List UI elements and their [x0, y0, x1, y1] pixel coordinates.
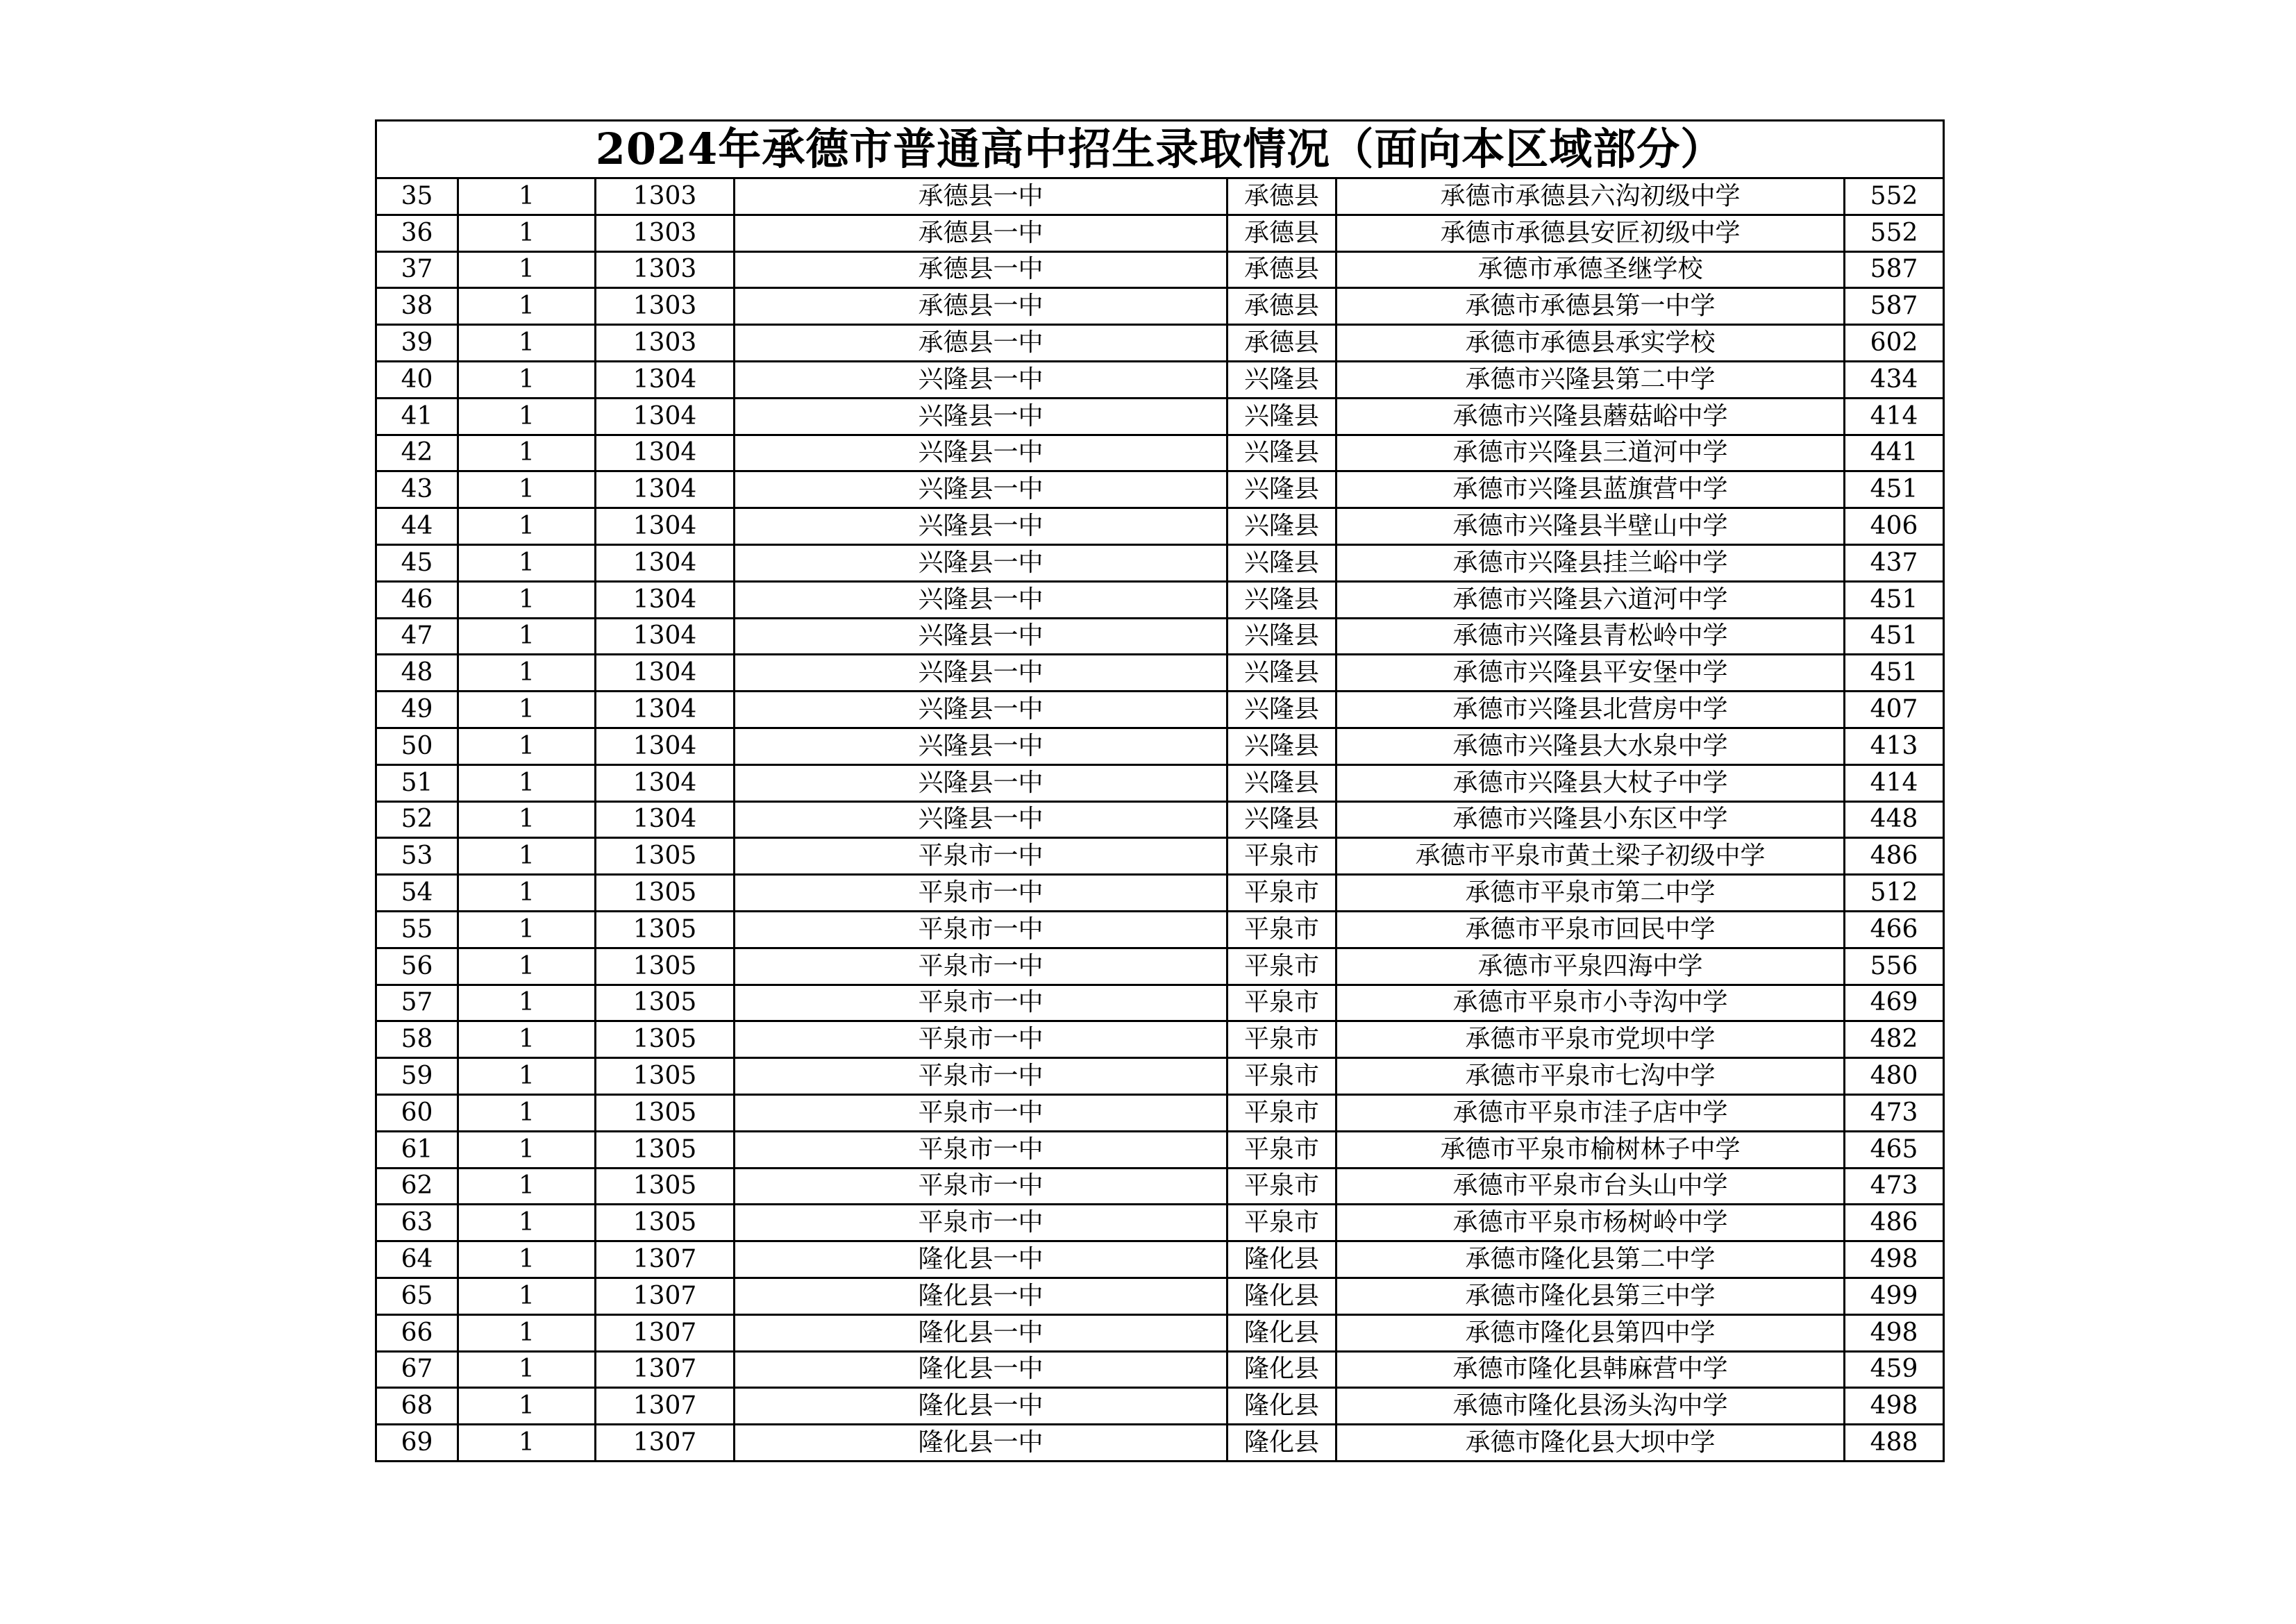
junior-school-cell: 承德市平泉市黄土梁子初级中学: [1336, 838, 1845, 875]
seq-cell: 46: [376, 581, 458, 618]
school-name-cell: 平泉市一中: [735, 1058, 1227, 1095]
batch-cell: 1: [458, 1205, 596, 1241]
seq-cell: 35: [376, 178, 458, 215]
table-row: [376, 1388, 1944, 1425]
seq-cell: 51: [376, 764, 458, 801]
score-cell: 486: [1845, 1205, 1944, 1241]
school-name-cell: 兴隆县一中: [735, 618, 1227, 655]
batch-cell: 1: [458, 1021, 596, 1058]
junior-school-cell: 承德市隆化县韩麻营中学: [1336, 1351, 1845, 1388]
table-row: [376, 1278, 1944, 1314]
batch-cell: 1: [458, 618, 596, 655]
junior-school-cell: 承德市平泉市杨树岭中学: [1336, 1205, 1845, 1241]
admission-table: [375, 119, 1945, 1462]
score-cell: 498: [1845, 1314, 1944, 1351]
district-cell: 兴隆县: [1227, 581, 1336, 618]
score-cell: 407: [1845, 692, 1944, 728]
school-code-cell: 1303: [596, 215, 735, 251]
school-name-cell: 平泉市一中: [735, 1131, 1227, 1168]
school-name-cell: 平泉市一中: [735, 875, 1227, 912]
table-row: [376, 764, 1944, 801]
score-cell: 552: [1845, 215, 1944, 251]
batch-cell: 1: [458, 288, 596, 325]
junior-school-cell: 承德市平泉四海中学: [1336, 948, 1845, 985]
district-cell: 兴隆县: [1227, 728, 1336, 764]
batch-cell: 1: [458, 251, 596, 288]
school-code-cell: 1307: [596, 1278, 735, 1314]
score-cell: 406: [1845, 508, 1944, 545]
junior-school-cell: 承德市兴隆县挂兰峪中学: [1336, 544, 1845, 581]
table-row: [376, 985, 1944, 1021]
score-cell: 473: [1845, 1094, 1944, 1131]
district-cell: 兴隆县: [1227, 692, 1336, 728]
score-cell: 556: [1845, 948, 1944, 985]
school-name-cell: 兴隆县一中: [735, 544, 1227, 581]
junior-school-cell: 承德市承德圣继学校: [1336, 251, 1845, 288]
table-row: [376, 1425, 1944, 1462]
seq-cell: 56: [376, 948, 458, 985]
school-name-cell: 隆化县一中: [735, 1278, 1227, 1314]
junior-school-cell: 承德市隆化县大坝中学: [1336, 1425, 1845, 1462]
junior-school-cell: 承德市隆化县第四中学: [1336, 1314, 1845, 1351]
junior-school-cell: 承德市兴隆县大杖子中学: [1336, 764, 1845, 801]
score-cell: 499: [1845, 1278, 1944, 1314]
school-code-cell: 1304: [596, 581, 735, 618]
school-code-cell: 1305: [596, 1205, 735, 1241]
batch-cell: 1: [458, 508, 596, 545]
score-cell: 466: [1845, 911, 1944, 948]
school-code-cell: 1303: [596, 178, 735, 215]
score-cell: 602: [1845, 325, 1944, 362]
table-row: [376, 838, 1944, 875]
batch-cell: 1: [458, 875, 596, 912]
seq-cell: 63: [376, 1205, 458, 1241]
table-row: [376, 875, 1944, 912]
school-name-cell: 兴隆县一中: [735, 435, 1227, 471]
school-code-cell: 1303: [596, 251, 735, 288]
score-cell: 480: [1845, 1058, 1944, 1095]
junior-school-cell: 承德市隆化县汤头沟中学: [1336, 1388, 1845, 1425]
batch-cell: 1: [458, 838, 596, 875]
seq-cell: 41: [376, 398, 458, 435]
seq-cell: 61: [376, 1131, 458, 1168]
school-code-cell: 1304: [596, 728, 735, 764]
seq-cell: 49: [376, 692, 458, 728]
junior-school-cell: 承德市兴隆县蓝旗营中学: [1336, 471, 1845, 508]
school-name-cell: 隆化县一中: [735, 1241, 1227, 1278]
table-row: [376, 251, 1944, 288]
school-name-cell: 兴隆县一中: [735, 581, 1227, 618]
school-name-cell: 隆化县一中: [735, 1425, 1227, 1462]
school-code-cell: 1307: [596, 1351, 735, 1388]
seq-cell: 44: [376, 508, 458, 545]
batch-cell: 1: [458, 1168, 596, 1205]
district-cell: 平泉市: [1227, 1021, 1336, 1058]
school-name-cell: 承德县一中: [735, 251, 1227, 288]
seq-cell: 57: [376, 985, 458, 1021]
school-name-cell: 平泉市一中: [735, 838, 1227, 875]
school-code-cell: 1304: [596, 692, 735, 728]
seq-cell: 68: [376, 1388, 458, 1425]
district-cell: 兴隆县: [1227, 764, 1336, 801]
score-cell: 482: [1845, 1021, 1944, 1058]
school-code-cell: 1305: [596, 948, 735, 985]
table-row: [376, 544, 1944, 581]
junior-school-cell: 承德市平泉市榆树林子中学: [1336, 1131, 1845, 1168]
school-name-cell: 平泉市一中: [735, 948, 1227, 985]
district-cell: 兴隆县: [1227, 435, 1336, 471]
table-row: [376, 692, 1944, 728]
junior-school-cell: 承德市兴隆县平安堡中学: [1336, 655, 1845, 692]
seq-cell: 67: [376, 1351, 458, 1388]
seq-cell: 50: [376, 728, 458, 764]
junior-school-cell: 承德市兴隆县北营房中学: [1336, 692, 1845, 728]
district-cell: 兴隆县: [1227, 471, 1336, 508]
school-code-cell: 1307: [596, 1241, 735, 1278]
school-name-cell: 兴隆县一中: [735, 764, 1227, 801]
table-row: [376, 1314, 1944, 1351]
junior-school-cell: 承德市兴隆县青松岭中学: [1336, 618, 1845, 655]
batch-cell: 1: [458, 764, 596, 801]
district-cell: 兴隆县: [1227, 618, 1336, 655]
seq-cell: 48: [376, 655, 458, 692]
score-cell: 469: [1845, 985, 1944, 1021]
table-body: [376, 178, 1944, 1462]
table-row: [376, 948, 1944, 985]
score-cell: 451: [1845, 655, 1944, 692]
school-code-cell: 1305: [596, 1131, 735, 1168]
batch-cell: 1: [458, 1131, 596, 1168]
junior-school-cell: 承德市兴隆县半壁山中学: [1336, 508, 1845, 545]
school-name-cell: 平泉市一中: [735, 985, 1227, 1021]
score-cell: 413: [1845, 728, 1944, 764]
school-name-cell: 平泉市一中: [735, 911, 1227, 948]
school-name-cell: 兴隆县一中: [735, 398, 1227, 435]
table-row: [376, 361, 1944, 398]
score-cell: 486: [1845, 838, 1944, 875]
school-name-cell: 兴隆县一中: [735, 508, 1227, 545]
batch-cell: 1: [458, 692, 596, 728]
district-cell: 兴隆县: [1227, 508, 1336, 545]
district-cell: 隆化县: [1227, 1241, 1336, 1278]
batch-cell: 1: [458, 1278, 596, 1314]
table-row: [376, 325, 1944, 362]
junior-school-cell: 承德市平泉市洼子店中学: [1336, 1094, 1845, 1131]
school-code-cell: 1307: [596, 1425, 735, 1462]
batch-cell: 1: [458, 325, 596, 362]
seq-cell: 58: [376, 1021, 458, 1058]
seq-cell: 65: [376, 1278, 458, 1314]
table-title: 2024年承德市普通高中招生录取情况（面向本区域部分）: [376, 121, 1944, 178]
score-cell: 448: [1845, 801, 1944, 838]
batch-cell: 1: [458, 178, 596, 215]
junior-school-cell: 承德市兴隆县小东区中学: [1336, 801, 1845, 838]
junior-school-cell: 承德市承德县承实学校: [1336, 325, 1845, 362]
score-cell: 498: [1845, 1241, 1944, 1278]
batch-cell: 1: [458, 398, 596, 435]
table-row: [376, 288, 1944, 325]
district-cell: 平泉市: [1227, 1205, 1336, 1241]
score-cell: 434: [1845, 361, 1944, 398]
batch-cell: 1: [458, 948, 596, 985]
junior-school-cell: 承德市平泉市第二中学: [1336, 875, 1845, 912]
table-row: [376, 655, 1944, 692]
district-cell: 兴隆县: [1227, 655, 1336, 692]
score-cell: 465: [1845, 1131, 1944, 1168]
junior-school-cell: 承德市承德县第一中学: [1336, 288, 1845, 325]
score-cell: 451: [1845, 618, 1944, 655]
junior-school-cell: 承德市承德县六沟初级中学: [1336, 178, 1845, 215]
school-code-cell: 1304: [596, 398, 735, 435]
school-name-cell: 承德县一中: [735, 215, 1227, 251]
table-row: [376, 1021, 1944, 1058]
batch-cell: 1: [458, 985, 596, 1021]
seq-cell: 54: [376, 875, 458, 912]
batch-cell: 1: [458, 801, 596, 838]
batch-cell: 1: [458, 1058, 596, 1095]
school-code-cell: 1305: [596, 1168, 735, 1205]
school-code-cell: 1304: [596, 764, 735, 801]
score-cell: 459: [1845, 1351, 1944, 1388]
district-cell: 平泉市: [1227, 948, 1336, 985]
school-code-cell: 1304: [596, 618, 735, 655]
junior-school-cell: 承德市兴隆县大水泉中学: [1336, 728, 1845, 764]
school-code-cell: 1304: [596, 655, 735, 692]
table-row: [376, 1205, 1944, 1241]
school-name-cell: 兴隆县一中: [735, 692, 1227, 728]
seq-cell: 60: [376, 1094, 458, 1131]
junior-school-cell: 承德市平泉市党坝中学: [1336, 1021, 1845, 1058]
table-row: [376, 215, 1944, 251]
school-name-cell: 平泉市一中: [735, 1168, 1227, 1205]
school-code-cell: 1303: [596, 325, 735, 362]
table-row: [376, 508, 1944, 545]
seq-cell: 52: [376, 801, 458, 838]
district-cell: 平泉市: [1227, 1094, 1336, 1131]
district-cell: 平泉市: [1227, 875, 1336, 912]
junior-school-cell: 承德市平泉市小寺沟中学: [1336, 985, 1845, 1021]
score-cell: 488: [1845, 1425, 1944, 1462]
district-cell: 承德县: [1227, 251, 1336, 288]
table-row: [376, 1058, 1944, 1095]
batch-cell: 1: [458, 1425, 596, 1462]
score-cell: 552: [1845, 178, 1944, 215]
school-name-cell: 承德县一中: [735, 325, 1227, 362]
batch-cell: 1: [458, 435, 596, 471]
batch-cell: 1: [458, 361, 596, 398]
score-cell: 414: [1845, 398, 1944, 435]
score-cell: 451: [1845, 581, 1944, 618]
score-cell: 498: [1845, 1388, 1944, 1425]
table-row: [376, 1351, 1944, 1388]
score-cell: 451: [1845, 471, 1944, 508]
batch-cell: 1: [458, 1351, 596, 1388]
table-row: [376, 911, 1944, 948]
district-cell: 兴隆县: [1227, 544, 1336, 581]
junior-school-cell: 承德市兴隆县三道河中学: [1336, 435, 1845, 471]
seq-cell: 59: [376, 1058, 458, 1095]
seq-cell: 37: [376, 251, 458, 288]
district-cell: 兴隆县: [1227, 361, 1336, 398]
seq-cell: 45: [376, 544, 458, 581]
table-row: [376, 1131, 1944, 1168]
seq-cell: 36: [376, 215, 458, 251]
district-cell: 隆化县: [1227, 1278, 1336, 1314]
table-row: [376, 1168, 1944, 1205]
district-cell: 平泉市: [1227, 985, 1336, 1021]
seq-cell: 38: [376, 288, 458, 325]
school-name-cell: 兴隆县一中: [735, 801, 1227, 838]
seq-cell: 42: [376, 435, 458, 471]
school-code-cell: 1305: [596, 875, 735, 912]
district-cell: 隆化县: [1227, 1425, 1336, 1462]
seq-cell: 64: [376, 1241, 458, 1278]
district-cell: 承德县: [1227, 178, 1336, 215]
district-cell: 兴隆县: [1227, 398, 1336, 435]
seq-cell: 39: [376, 325, 458, 362]
batch-cell: 1: [458, 655, 596, 692]
junior-school-cell: 承德市兴隆县蘑菇峪中学: [1336, 398, 1845, 435]
batch-cell: 1: [458, 911, 596, 948]
district-cell: 平泉市: [1227, 1058, 1336, 1095]
seq-cell: 69: [376, 1425, 458, 1462]
score-cell: 437: [1845, 544, 1944, 581]
school-name-cell: 兴隆县一中: [735, 728, 1227, 764]
school-name-cell: 兴隆县一中: [735, 361, 1227, 398]
school-code-cell: 1304: [596, 361, 735, 398]
school-name-cell: 兴隆县一中: [735, 655, 1227, 692]
district-cell: 承德县: [1227, 288, 1336, 325]
junior-school-cell: 承德市隆化县第二中学: [1336, 1241, 1845, 1278]
school-name-cell: 平泉市一中: [735, 1021, 1227, 1058]
score-cell: 414: [1845, 764, 1944, 801]
school-code-cell: 1303: [596, 288, 735, 325]
school-name-cell: 兴隆县一中: [735, 471, 1227, 508]
district-cell: 平泉市: [1227, 1168, 1336, 1205]
batch-cell: 1: [458, 471, 596, 508]
school-code-cell: 1305: [596, 985, 735, 1021]
junior-school-cell: 承德市隆化县第三中学: [1336, 1278, 1845, 1314]
score-cell: 473: [1845, 1168, 1944, 1205]
district-cell: 承德县: [1227, 215, 1336, 251]
batch-cell: 1: [458, 1094, 596, 1131]
district-cell: 平泉市: [1227, 911, 1336, 948]
table-row: [376, 398, 1944, 435]
district-cell: 平泉市: [1227, 1131, 1336, 1168]
seq-cell: 66: [376, 1314, 458, 1351]
batch-cell: 1: [458, 215, 596, 251]
batch-cell: 1: [458, 544, 596, 581]
school-name-cell: 平泉市一中: [735, 1094, 1227, 1131]
school-name-cell: 隆化县一中: [735, 1351, 1227, 1388]
district-cell: 承德县: [1227, 325, 1336, 362]
score-cell: 587: [1845, 251, 1944, 288]
score-cell: 441: [1845, 435, 1944, 471]
seq-cell: 47: [376, 618, 458, 655]
seq-cell: 55: [376, 911, 458, 948]
batch-cell: 1: [458, 1241, 596, 1278]
school-code-cell: 1307: [596, 1388, 735, 1425]
school-name-cell: 平泉市一中: [735, 1205, 1227, 1241]
school-name-cell: 承德县一中: [735, 288, 1227, 325]
seq-cell: 40: [376, 361, 458, 398]
seq-cell: 62: [376, 1168, 458, 1205]
district-cell: 隆化县: [1227, 1314, 1336, 1351]
junior-school-cell: 承德市承德县安匠初级中学: [1336, 215, 1845, 251]
title-row: [376, 121, 1944, 178]
district-cell: 兴隆县: [1227, 801, 1336, 838]
district-cell: 平泉市: [1227, 838, 1336, 875]
school-code-cell: 1305: [596, 838, 735, 875]
table-row: [376, 618, 1944, 655]
district-cell: 隆化县: [1227, 1388, 1336, 1425]
school-name-cell: 隆化县一中: [735, 1388, 1227, 1425]
school-code-cell: 1304: [596, 435, 735, 471]
batch-cell: 1: [458, 728, 596, 764]
school-name-cell: 承德县一中: [735, 178, 1227, 215]
school-code-cell: 1305: [596, 1058, 735, 1095]
school-code-cell: 1304: [596, 801, 735, 838]
junior-school-cell: 承德市兴隆县六道河中学: [1336, 581, 1845, 618]
junior-school-cell: 承德市平泉市台头山中学: [1336, 1168, 1845, 1205]
school-code-cell: 1304: [596, 471, 735, 508]
batch-cell: 1: [458, 1314, 596, 1351]
school-code-cell: 1304: [596, 508, 735, 545]
district-cell: 隆化县: [1227, 1351, 1336, 1388]
school-code-cell: 1305: [596, 1021, 735, 1058]
junior-school-cell: 承德市平泉市七沟中学: [1336, 1058, 1845, 1095]
school-code-cell: 1305: [596, 1094, 735, 1131]
table-row: [376, 801, 1944, 838]
school-name-cell: 隆化县一中: [735, 1314, 1227, 1351]
batch-cell: 1: [458, 1388, 596, 1425]
school-code-cell: 1305: [596, 911, 735, 948]
score-cell: 587: [1845, 288, 1944, 325]
junior-school-cell: 承德市平泉市回民中学: [1336, 911, 1845, 948]
junior-school-cell: 承德市兴隆县第二中学: [1336, 361, 1845, 398]
score-cell: 512: [1845, 875, 1944, 912]
seq-cell: 43: [376, 471, 458, 508]
seq-cell: 53: [376, 838, 458, 875]
table-row: [376, 581, 1944, 618]
table-row: [376, 435, 1944, 471]
table-row: [376, 1094, 1944, 1131]
batch-cell: 1: [458, 581, 596, 618]
table-row: [376, 728, 1944, 764]
table-row: [376, 178, 1944, 215]
school-code-cell: 1307: [596, 1314, 735, 1351]
school-code-cell: 1304: [596, 544, 735, 581]
table-row: [376, 1241, 1944, 1278]
table-row: [376, 471, 1944, 508]
